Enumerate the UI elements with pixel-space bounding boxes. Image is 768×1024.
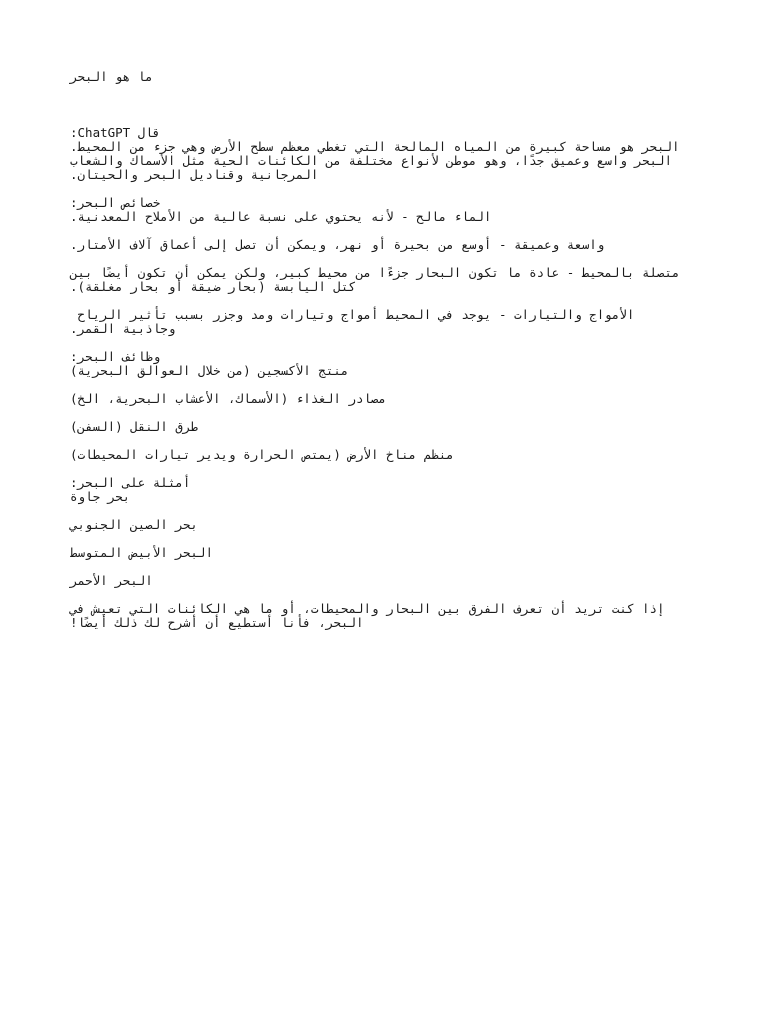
closing-line: إذا كنت تريد أن تعرف الفرق بين البحار والمحيطات، أو ما هي الكائنات التي تعيش في bbox=[70, 601, 673, 616]
feature-item-continued: وجاذبية القمر. bbox=[70, 321, 176, 336]
closing-line: البحر، فأنا أستطيع أن أشرح لك ذلك أيضًا! bbox=[70, 615, 364, 630]
intro-line: المرجانية وقناديل البحر والحيتان. bbox=[70, 167, 319, 182]
function-item: مصادر الغذاء (الأسماك، الأعشاب البحرية، الخ) bbox=[70, 391, 387, 406]
document-page bbox=[70, 70, 690, 630]
intro-paragraph bbox=[70, 140, 690, 182]
example-item: بحر جاوة bbox=[70, 489, 131, 504]
intro-line: البحر واسع وعميق جدًا، وهو موطن لأنواع مختلفة من الكائنات الحية مثل الأسماك والشعاب bbox=[70, 153, 673, 168]
feature-item: الأمواج والتيارات - يوجد في المحيط أمواج وتيارات ومد وجزر بسبب تأثير الرياح bbox=[70, 307, 635, 322]
function-item: منتج الأكسجين (من خلال العوالق البحرية) bbox=[70, 363, 349, 378]
feature-item-continued: كتل اليابسة (بحار ضيقة أو بحار مغلقة). bbox=[70, 279, 356, 294]
feature-item: الماء مالح - لأنه يحتوي على نسبة عالية من الأملاح المعدنية. bbox=[70, 209, 492, 224]
function-item: طرق النقل (السفن) bbox=[70, 419, 198, 434]
examples-heading: أمثلة على البحر: bbox=[70, 475, 191, 490]
feature-item: واسعة وعميقة - أوسع من بحيرة أو نهر، ويمكن أن تصل إلى أعماق آلاف الأمتار. bbox=[70, 237, 605, 252]
example-item: البحر الأبيض المتوسط bbox=[70, 545, 213, 560]
function-item: منظم مناخ الأرض (يمتص الحرارة ويدير تيارات المحيطات) bbox=[70, 447, 454, 462]
speaker-label: قال ChatGPT: bbox=[70, 125, 161, 140]
feature-item: متصلة بالمحيط - عادة ما تكون البحار جزءًا من محيط كبير، ولكن يمكن أن تكون أيضًا بين bbox=[70, 265, 688, 280]
question-line: ما هو البحر bbox=[70, 69, 153, 84]
example-item: البحر الأحمر bbox=[70, 573, 153, 588]
example-item: بحر الصين الجنوبي bbox=[70, 517, 198, 532]
functions-heading: وظائف البحر: bbox=[70, 349, 161, 364]
intro-line: البحر هو مساحة كبيرة من المياه المالحة التي تغطي معظم سطح الأرض وهي جزء من المحيط. bbox=[70, 139, 680, 154]
features-heading: خصائص البحر: bbox=[70, 195, 161, 210]
